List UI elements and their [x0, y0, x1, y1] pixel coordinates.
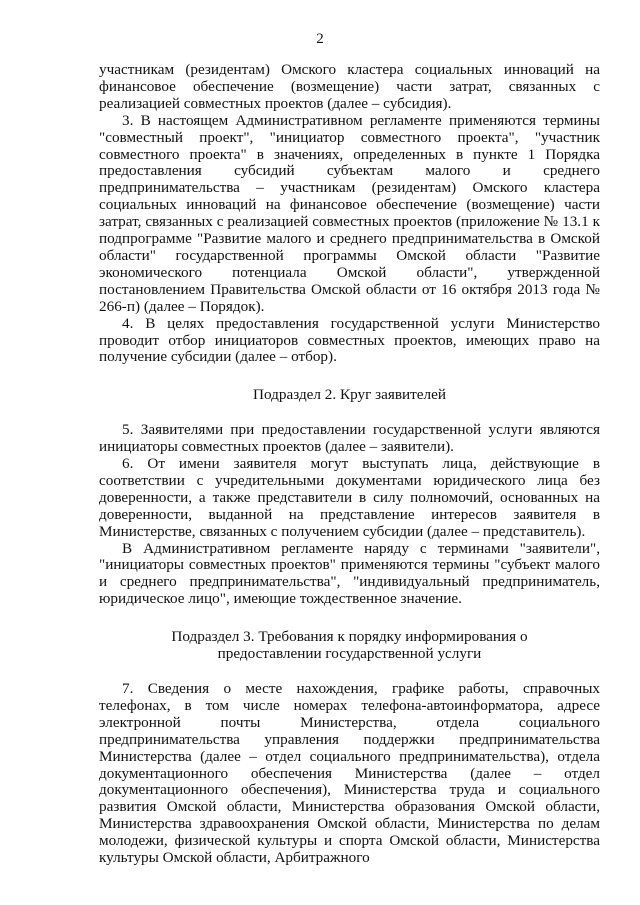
section-3-heading	[99, 629, 600, 663]
paragraph-terms: В Административном регламенте наряду с терминами "заявители", "инициаторы совместных проектов" применяются термины "субъект малого и среднего предпринимательства", "индивидуальный предприниматель, юридическое лицо", имеющие тождественное значение.	[99, 539, 600, 608]
paragraph-item-5: 5. Заявителями при предоставлении государственной услуги являются инициаторы совместных проектов (далее – заявители).	[99, 421, 600, 456]
section-2-heading: Подраздел 2. Круг заявителей	[253, 386, 446, 404]
document-body	[99, 62, 600, 867]
paragraph-item-3: 3. В настоящем Административном регламенте применяются термины "совместный проект", "инициатор совместного проекта", "участник совместного проекта" в значениях, определенных в пункте 1 Порядка предоставления субсидий субъектам малого и среднего предпринимательства – участникам (резидентам) Омского кластера социальных инноваций на финансовое обеспечение (возмещение) части затрат, связанных с реализацией совместных проектов (приложение № 13.1 к подпрограмме "Развитие малого и среднего предпринимательства в Омской области" государственной программы Омской области "Развитие экономического потенциала Омской области", утвержденной постановлением Правительства Омской области от 16 октября 2013 года № 266-п) (далее – Порядок).	[99, 111, 600, 315]
section-3-heading-line-2: предоставлении государственной услуги	[217, 645, 482, 663]
paragraph-item-4: 4. В целях предоставления государственной услуги Министерство проводит отбор инициаторов совместных проектов, имеющих право на получение субсидии (далее – отбор).	[99, 314, 600, 366]
section-3-heading-line-1: Подраздел 3. Требования к порядку информирования о	[171, 628, 528, 646]
page-number: 2	[316, 31, 324, 47]
paragraph-item-7: 7. Сведения о месте нахождения, графике работы, справочных телефонах, в том числе номерах телефона-автоинформатора, адресе электронной почты Министерства, отдела социального предпринимательства управления поддержки предпринимательства Министерства (далее – отдел социального предпринимательства), отдела документационного обеспечения Министерства (далее – отдел документационного обеспечения), Министерства труда и социального развития Омской области, Министерства образования Омской области, Министерства здравоохранения Омской области, Министерства по делам молодежи, физической культуры и спорта Омской области, Министерства культуры Омской области, Арбитражного	[99, 680, 600, 867]
paragraph-continuation: участникам (резидентам) Омского кластера социальных инноваций на финансовое обеспечение (возмещение) части затрат, связанных с реализацией совместных проектов (далее – субсидия).	[99, 61, 600, 112]
paragraph-item-6: 6. От имени заявителя могут выступать лица, действующие в соответствии с учредительными документами юридического лица без доверенности, а также представители в силу полномочий, основанных на доверенности, выданной на представление интересов заявителя в Министерстве, связанных с получением субсидии (далее – представитель).	[99, 455, 600, 540]
